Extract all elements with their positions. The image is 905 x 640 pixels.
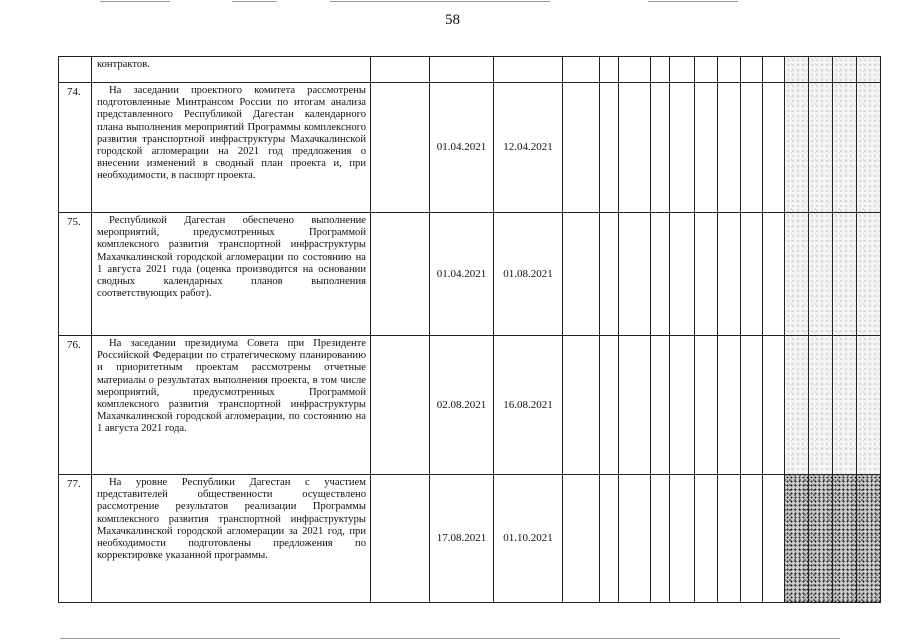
shaded-cell <box>833 83 857 213</box>
empty-cell <box>741 83 763 213</box>
scan-artifact-line <box>100 1 170 2</box>
shaded-cell <box>857 57 881 83</box>
row-number: 74. <box>59 83 92 213</box>
empty-cell <box>741 336 763 475</box>
shaded-cell <box>857 336 881 475</box>
row-description: На заседании проектного комитета рассмотрены подготовленные Минтрансом России по итогам анализа представленного Республикой Дагестан календарного плана выполнения мероприятий Программы комплексного развития транспортной инфраструктуры Махачкалинской городской агломерации на 2021 год предложения о внесении изменений в сводный план проекта и, при необходимости, в паспорт проекта. <box>92 83 371 213</box>
shaded-cell <box>833 57 857 83</box>
empty-cell <box>371 336 430 475</box>
row-description: контрактов. <box>92 57 371 83</box>
empty-cell <box>763 83 785 213</box>
scan-artifact-line <box>232 1 277 2</box>
shaded-cell <box>857 213 881 336</box>
empty-cell <box>619 213 651 336</box>
row-number: 75. <box>59 213 92 336</box>
shaded-cell <box>785 475 809 603</box>
empty-cell <box>619 57 651 83</box>
empty-cell <box>619 336 651 475</box>
shaded-cell <box>833 213 857 336</box>
empty-cell <box>718 475 741 603</box>
shaded-cell <box>809 475 833 603</box>
empty-cell <box>695 336 718 475</box>
empty-cell <box>741 213 763 336</box>
row-description: На уровне Республики Дагестан с участием представителей общественности осуществлено рассмотрение результатов реализации Программы комплексного развития транспортной инфраструктуры Махачкалинской городской агломерации за 2021 год, при необходимости подготовлены предложения по корректировке указанной программы. <box>92 475 371 603</box>
table-row <box>59 336 881 475</box>
empty-cell <box>695 57 718 83</box>
scan-artifact-line <box>648 1 738 2</box>
table-row <box>59 83 881 213</box>
row-number: 77. <box>59 475 92 603</box>
scan-artifact-line <box>60 638 840 639</box>
empty-cell <box>695 213 718 336</box>
empty-cell <box>651 213 670 336</box>
empty-cell <box>651 475 670 603</box>
row-number <box>59 57 92 83</box>
empty-cell <box>741 57 763 83</box>
empty-cell <box>371 83 430 213</box>
start-date: 01.04.2021 <box>430 83 494 213</box>
shaded-cell <box>809 83 833 213</box>
empty-cell <box>600 83 619 213</box>
empty-cell <box>718 336 741 475</box>
table-row <box>59 57 881 83</box>
empty-cell <box>619 83 651 213</box>
empty-cell <box>651 83 670 213</box>
start-date: 17.08.2021 <box>430 475 494 603</box>
empty-cell <box>763 336 785 475</box>
empty-cell <box>371 57 430 83</box>
start-date: 01.04.2021 <box>430 213 494 336</box>
end-date: 01.08.2021 <box>494 213 563 336</box>
empty-cell <box>718 57 741 83</box>
empty-cell <box>670 213 695 336</box>
empty-cell <box>695 475 718 603</box>
shaded-cell <box>785 213 809 336</box>
schedule-table <box>58 56 881 603</box>
empty-cell <box>763 475 785 603</box>
empty-cell <box>600 475 619 603</box>
page-number: 58 <box>445 12 460 28</box>
empty-cell <box>563 336 600 475</box>
empty-cell <box>718 83 741 213</box>
shaded-cell <box>809 336 833 475</box>
end-date: 01.10.2021 <box>494 475 563 603</box>
row-description: Республикой Дагестан обеспечено выполнение мероприятий, предусмотренных Программой комплексного развития транспортной инфраструктуры Махачкалинской городской агломерации по состоянию на 1 августа 2021 года (оценка производится на основании сводных календарных планов выполнения соответствующих работ). <box>92 213 371 336</box>
empty-cell <box>600 213 619 336</box>
empty-cell <box>371 475 430 603</box>
shaded-cell <box>857 475 881 603</box>
empty-cell <box>763 213 785 336</box>
empty-cell <box>651 336 670 475</box>
empty-cell <box>563 57 600 83</box>
empty-cell <box>651 57 670 83</box>
end-date: 16.08.2021 <box>494 336 563 475</box>
shaded-cell <box>833 336 857 475</box>
empty-cell <box>670 57 695 83</box>
start-date <box>430 57 494 83</box>
shaded-cell <box>809 213 833 336</box>
table-row <box>59 213 881 336</box>
empty-cell <box>695 83 718 213</box>
empty-cell <box>763 57 785 83</box>
scan-artifact-line <box>330 1 550 2</box>
shaded-cell <box>833 475 857 603</box>
empty-cell <box>371 213 430 336</box>
empty-cell <box>741 475 763 603</box>
end-date <box>494 57 563 83</box>
shaded-cell <box>785 83 809 213</box>
empty-cell <box>670 475 695 603</box>
empty-cell <box>718 213 741 336</box>
empty-cell <box>563 83 600 213</box>
shaded-cell <box>785 336 809 475</box>
row-number: 76. <box>59 336 92 475</box>
shaded-cell <box>785 57 809 83</box>
empty-cell <box>600 57 619 83</box>
empty-cell <box>563 213 600 336</box>
shaded-cell <box>809 57 833 83</box>
empty-cell <box>619 475 651 603</box>
empty-cell <box>600 336 619 475</box>
empty-cell <box>563 475 600 603</box>
start-date: 02.08.2021 <box>430 336 494 475</box>
empty-cell <box>670 336 695 475</box>
row-description: На заседании президиума Совета при Президенте Российской Федерации по стратегическому планированию и приоритетным проектам рассмотрены отчетные материалы о результатах выполнения проекта, в том числе мероприятий, предусмотренных Программой комплексного развития транспортной инфраструктуры Махачкалинской городской агломерации, по состоянию на 1 августа 2021 года. <box>92 336 371 475</box>
end-date: 12.04.2021 <box>494 83 563 213</box>
table-row <box>59 475 881 603</box>
shaded-cell <box>857 83 881 213</box>
empty-cell <box>670 83 695 213</box>
